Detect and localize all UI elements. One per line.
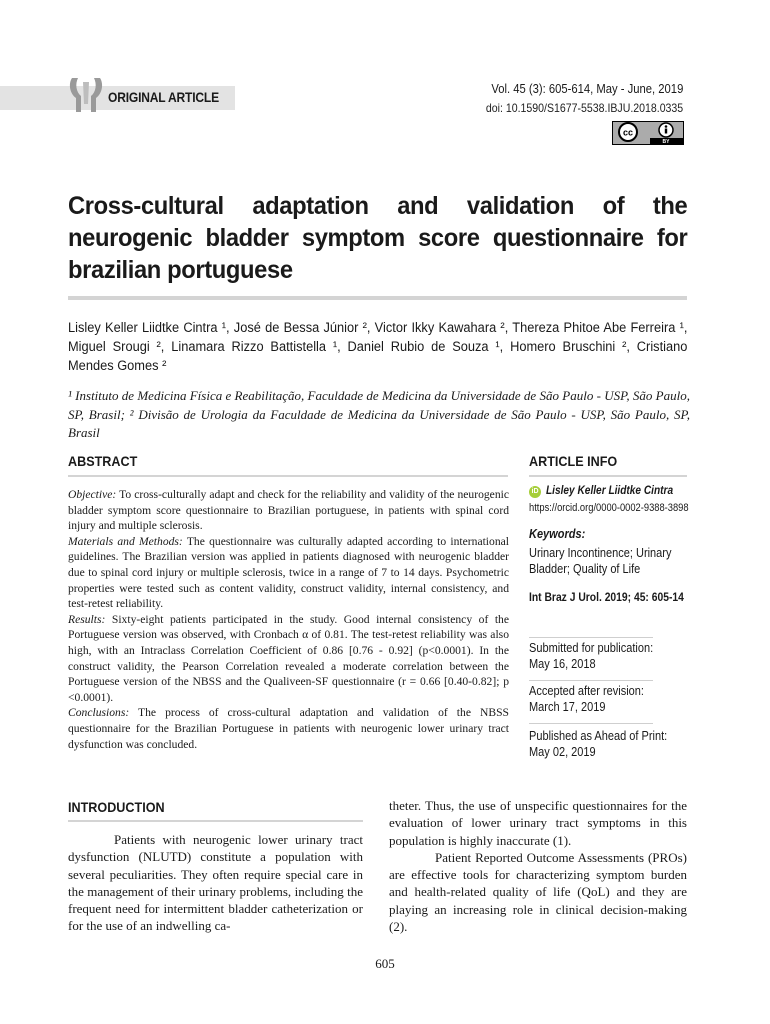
- accepted-date: March 17, 2019: [529, 700, 606, 714]
- orcid-author-name: Lisley Keller Liidtke Cintra: [546, 485, 674, 497]
- introduction-left-column: [68, 831, 363, 935]
- conclusions-label: Conclusions:: [68, 706, 130, 720]
- conclusions-text: The process of cross-cultural adaptation and validation of the NBSS questionnaire for the Brazilian Portuguese in patients with neurogenic lower urinary tract dysfunction was concluded.: [68, 706, 509, 751]
- citation: Int Braz J Urol. 2019; 45: 605-14: [529, 590, 684, 604]
- accepted-label: Accepted after revision:: [529, 684, 644, 698]
- abstract-divider: [68, 475, 508, 477]
- submitted-date: May 16, 2018: [529, 657, 596, 671]
- orcid-icon[interactable]: iD: [529, 486, 541, 498]
- orcid-link[interactable]: https://orcid.org/0000-0002-9388-3898: [529, 502, 689, 514]
- published-date: May 02, 2019: [529, 745, 596, 759]
- title-divider: [68, 296, 687, 300]
- introduction-paragraph-2: Patient Reported Outcome Assessments (PROs) are effective tools for characterizing symptom burden and health-related quality of life (QoL) and they are playing an increasing role in clinical decision-making (2).: [389, 849, 687, 935]
- affiliations: ¹ Instituto de Medicina Física e Reabilitação, Faculdade de Medicina da Universidade de São Paulo - USP, São Paulo, SP, Brasil; ² Divisão de Urologia da Faculdade de Medicina da Universidade de São Paulo - USP, São Paulo, SP, Brasil: [68, 388, 690, 440]
- author-list: Lisley Keller Liidtke Cintra ¹, José de Bessa Júnior ², Victor Ikky Kawahara ², Thereza Phitoe Abe Ferreira ¹, Miguel Srougi ², Linamara Rizzo Battistella ¹, Daniel Rubio de Souza ¹, Homero Bruschini ², Cristiano Mendes Gomes ²: [68, 320, 688, 373]
- section-label: ORIGINAL ARTICLE: [108, 89, 219, 105]
- introduction-heading: INTRODUCTION: [68, 799, 165, 815]
- article-info-divider: [529, 475, 687, 477]
- keywords-heading: Keywords:: [529, 527, 586, 541]
- abstract-methods: [68, 534, 509, 612]
- abstract-body: [68, 487, 509, 752]
- keywords-list: Urinary Incontinence; Urinary Bladder; Quality of Life: [529, 546, 672, 576]
- objective-text: To cross-culturally adapt and check for the reliability and validity of the neurogenic bladder symptom score questionnaire to Brazilian portuguese, in patients with spinal cord injury and multiple sclerosis.: [68, 488, 509, 533]
- methods-text: The questionnaire was culturally adapted according to international guidelines. The Brazilian version was applied in patients diagnosed with neurogenic bladder due to spinal cord injury or multiple sclerosis, twice in a range of 7 to 14 days. Psychometric properties were tested such as content validity, construct validity, internal consistency, and test-retest reliability.: [68, 534, 509, 611]
- article-title: Cross-cultural adaptation and validation of the neurogenic bladder symptom score questionnaire for brazilian portuguese: [68, 192, 688, 284]
- article-info-heading: ARTICLE INFO: [529, 453, 618, 469]
- results-text: Sixty-eight patients participated in the study. Good internal consistency of the Portuguese version was observed, with Cronbach α of 0.81. The test-retest reliability was also high, with an Intraclass Correlation Coefficient of 0.86 [0.76 - 0.92] (p<0.0001). In the construct validity, the Pearson Correlation revealed a moderate correlation between the Portuguese version of the NBSS and the Qualiveen-SF questionnaire (r = 0.66 [0.40-0.82]; p <0.0001).: [68, 612, 509, 704]
- methods-label: Materials and Methods:: [68, 534, 183, 548]
- page-number: 605: [375, 956, 395, 971]
- volume-info: Vol. 45 (3): 605-614, May - June, 2019: [491, 82, 683, 96]
- submitted-label: Submitted for publication:: [529, 641, 654, 655]
- submitted-divider: [529, 637, 653, 638]
- published-label: Published as Ahead of Print:: [529, 729, 668, 743]
- doi-link[interactable]: doi: 10.1590/S1677-5538.IBJU.2018.0335: [485, 101, 683, 115]
- introduction-paragraph-continued: theter. Thus, the use of unspecific questionnaires for the evaluation of lower urinary tract symptoms in this population is highly inaccurate (1).: [389, 798, 687, 848]
- abstract-conclusions: [68, 705, 509, 752]
- abstract-heading: ABSTRACT: [68, 453, 138, 469]
- license-by-label: BY: [662, 139, 670, 145]
- results-label: Results:: [68, 612, 106, 626]
- journal-logo-icon: [64, 74, 108, 118]
- published-divider: [529, 723, 653, 724]
- accepted-divider: [529, 680, 653, 681]
- introduction-paragraph: Patients with neurogenic lower urinary tract dysfunction (NLUTD) constitute a population with several peculiarities. They often require special care in the management of their urinary problems, including the frequent need for intermittent bladder catheterization or for the use of an indwelling ca-: [68, 832, 363, 934]
- introduction-right-column: [389, 797, 687, 935]
- abstract-results: [68, 612, 509, 706]
- introduction-divider: [68, 820, 363, 822]
- abstract-objective: [68, 487, 509, 534]
- objective-label: Objective:: [68, 488, 117, 501]
- creative-commons-license-icon[interactable]: [612, 121, 684, 145]
- svg-text:cc: cc: [622, 127, 634, 138]
